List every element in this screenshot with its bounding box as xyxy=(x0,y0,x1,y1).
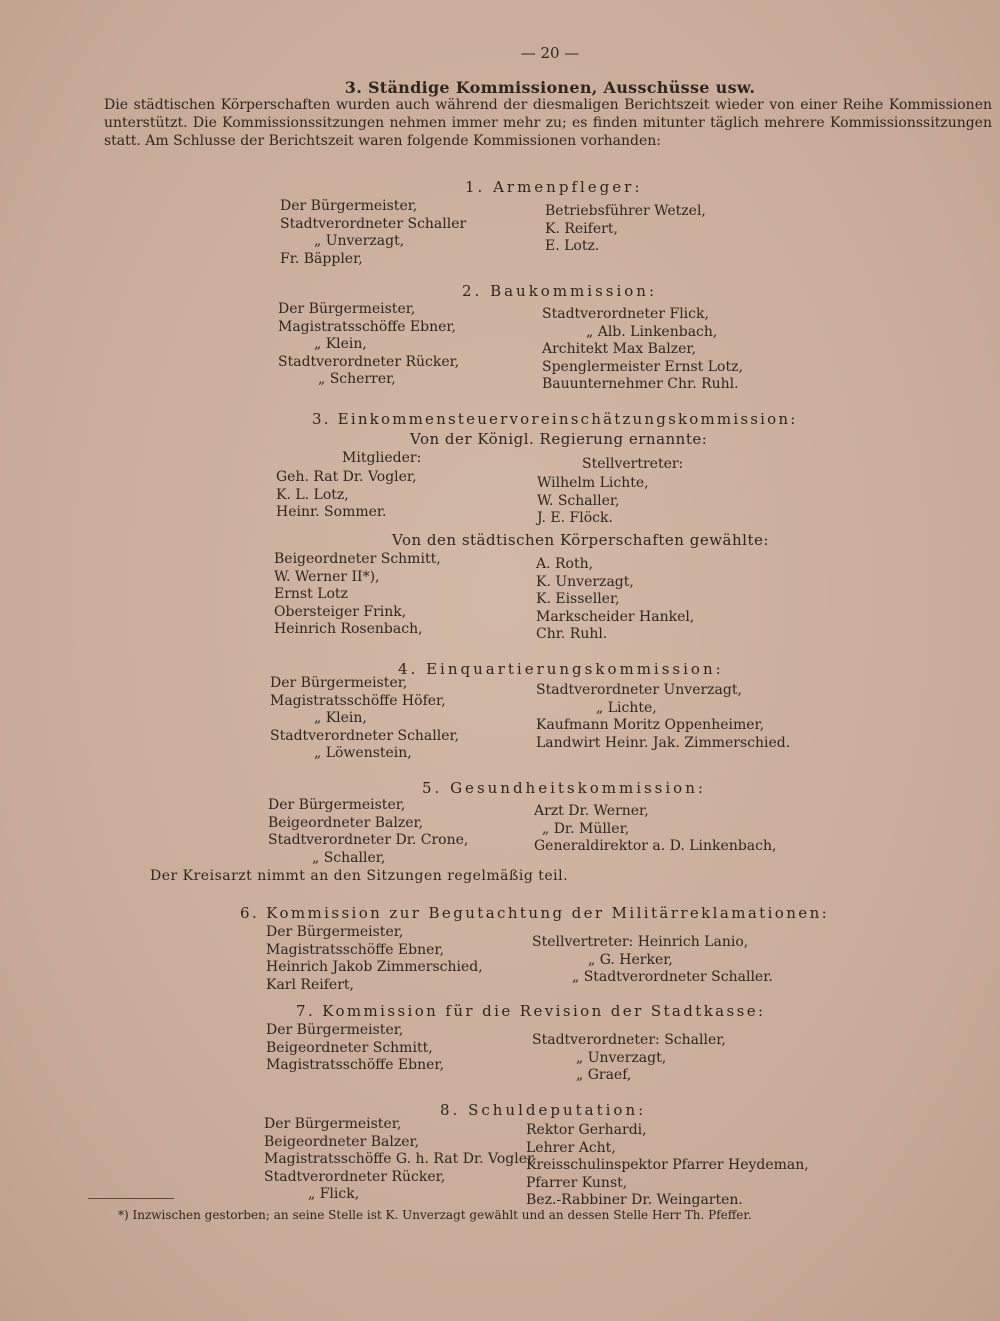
commission-2-right-list xyxy=(542,306,743,394)
list-item: Heinr. Sommer. xyxy=(276,504,387,520)
list-item: Stadtverordneter Rücker, xyxy=(278,353,460,370)
list-item: Stadtverordneter Dr. Crone, xyxy=(268,832,469,848)
footnote: *) Inzwischen gestorben; an seine Stelle ist K. Unverzagt gewählt und an dessen Stelle Herr Th. Pfeffer. xyxy=(118,1208,752,1222)
commission-1-left-list xyxy=(280,198,466,268)
list-item: Chr. Ruhl. xyxy=(536,626,608,642)
commission-5-left-list xyxy=(268,797,468,867)
commission-3-subheading-elected: Von den städtischen Körperschaften gewählte: xyxy=(392,531,769,549)
intro-paragraph: Die städtischen Körperschaften wurden auch während der diesmaligen Berichtszeit wieder von einer Reihe Kommissionen unterstützt. Die Kommissionssitzungen nehmen immer mehr zu; es finden mitunter täglich mehrere Kommissionssitzungen statt. Am Schlusse der Berichtszeit waren folgende Kommissionen vorhanden: xyxy=(104,97,992,149)
list-item: Magistratsschöffe G. h. Rat Dr. Vogler, xyxy=(264,1151,537,1167)
list-item: Architekt Max Balzer, xyxy=(542,341,697,357)
deputies-label: Stellvertreter: xyxy=(582,456,684,472)
list-item: Beigeordneter Balzer, xyxy=(268,814,424,831)
commission-8-title: 8. Schuldeputation: xyxy=(440,1101,647,1119)
commission-4-left-list xyxy=(270,675,459,763)
commission-5-note: Der Kreisarzt nimmt an den Sitzungen regelmäßig teil. xyxy=(150,868,569,884)
list-item: „ Dr. Müller, xyxy=(542,820,630,837)
list-item: Heinrich Jakob Zimmerschied, xyxy=(266,959,483,975)
list-item: Heinrich Rosenbach, xyxy=(274,621,423,637)
list-item: Markscheider Hankel, xyxy=(536,608,695,625)
commission-3-title: 3. Einkommensteuervoreinschätzungskommission: xyxy=(312,410,798,428)
list-item: W. Werner II*), xyxy=(274,568,380,585)
commission-4-right-list xyxy=(536,682,790,752)
list-item: Arzt Dr. Werner, xyxy=(534,803,649,819)
commission-4-title: 4. Einquartierungskommission: xyxy=(398,660,724,678)
list-item: Magistratsschöffe Ebner, xyxy=(266,941,445,958)
list-item: Stellvertreter: Heinrich Lanio, xyxy=(532,934,749,950)
commission-7-left-list xyxy=(266,1022,444,1075)
list-item: „ Scherrer, xyxy=(318,371,396,387)
list-item: Betriebsführer Wetzel, xyxy=(545,203,706,219)
list-item: „ Graef, xyxy=(576,1067,632,1083)
list-item: „ Klein, xyxy=(314,710,367,726)
commission-6-right-list xyxy=(532,934,773,987)
section-heading: 3. Ständige Kommissionen, Ausschüsse usw. xyxy=(344,78,756,97)
commission-3-subheading-appointed: Von der Königl. Regierung ernannte: xyxy=(410,430,708,448)
list-item: Geh. Rat Dr. Vogler, xyxy=(276,469,417,485)
members-label: Mitglieder: xyxy=(342,450,422,466)
list-item: Stadtverordneter: Schaller, xyxy=(532,1032,726,1048)
commission-8-right-list xyxy=(526,1122,809,1210)
commission-6-left-list xyxy=(266,924,483,994)
list-item: Magistratsschöffe Ebner, xyxy=(266,1057,445,1073)
list-item: Generaldirektor a. D. Linkenbach, xyxy=(534,838,777,854)
list-item: Stadtverordneter Flick, xyxy=(542,306,709,322)
list-item: „ Unverzagt, xyxy=(314,233,405,249)
list-item: Der Bürgermeister, xyxy=(264,1116,402,1132)
commission-3-elected-deputies-list xyxy=(536,556,694,644)
commission-3-elected-members-list xyxy=(274,551,441,639)
list-item: Bez.-Rabbiner Dr. Weingarten. xyxy=(526,1192,743,1208)
list-item: „ Schaller, xyxy=(312,849,386,866)
commission-1-right-list xyxy=(545,203,706,256)
list-item: Wilhelm Lichte, xyxy=(537,475,649,491)
list-item: E. Lotz. xyxy=(545,238,600,254)
list-item: Kreisschulinspektor Pfarrer Heydeman, xyxy=(526,1157,809,1173)
commission-3-deputies-list xyxy=(537,475,649,528)
list-item: Spenglermeister Ernst Lotz, xyxy=(542,358,743,375)
list-item: Karl Reifert, xyxy=(266,976,354,993)
list-item: Der Bürgermeister, xyxy=(268,797,406,813)
commission-2-title: 2. Baukommission: xyxy=(462,282,658,300)
list-item: Der Bürgermeister, xyxy=(270,675,408,691)
list-item: „ Alb. Linkenbach, xyxy=(586,323,718,340)
list-item: Stadtverordneter Unverzagt, xyxy=(536,682,742,698)
list-item: K. Unverzagt, xyxy=(536,573,634,590)
list-item: Ernst Lotz xyxy=(274,586,348,602)
list-item: Der Bürgermeister, xyxy=(266,1022,404,1038)
commission-5-title: 5. Gesundheitskommission: xyxy=(422,779,706,797)
list-item: „ Lichte, xyxy=(596,699,657,716)
commission-5-right-list xyxy=(534,803,776,856)
list-item: „ Löwenstein, xyxy=(314,745,412,761)
commission-3-members-list xyxy=(276,469,417,522)
commission-1-title: 1. Armenpfleger: xyxy=(465,178,643,196)
list-item: W. Schaller, xyxy=(537,492,620,509)
list-item: Stadtverordneter Schaller, xyxy=(270,727,460,744)
list-item: A. Roth, xyxy=(536,556,594,572)
list-item: J. E. Flöck. xyxy=(537,510,613,526)
list-item: Bauunternehmer Chr. Ruhl. xyxy=(542,376,739,392)
list-item: Der Bürgermeister, xyxy=(278,301,416,317)
list-item: „ Flick, xyxy=(308,1186,360,1202)
list-item: Lehrer Acht, xyxy=(526,1139,616,1156)
list-item: Pfarrer Kunst, xyxy=(526,1174,628,1191)
commission-7-title: 7. Kommission für die Revision der Stadtkasse: xyxy=(296,1002,766,1020)
list-item: Beigeordneter Schmitt, xyxy=(266,1039,433,1056)
list-item: K. Eisseller, xyxy=(536,591,620,607)
list-item: „ Unverzagt, xyxy=(576,1049,667,1066)
list-item: Kaufmann Moritz Oppenheimer, xyxy=(536,717,765,733)
list-item: „ G. Herker, xyxy=(588,951,673,968)
list-item: Beigeordneter Balzer, xyxy=(264,1133,420,1150)
list-item: Rektor Gerhardi, xyxy=(526,1122,647,1138)
footnote-divider xyxy=(88,1198,174,1199)
list-item: Der Bürgermeister, xyxy=(280,198,418,214)
list-item: Fr. Bäppler, xyxy=(280,250,363,267)
list-item: Der Bürgermeister, xyxy=(266,924,404,940)
list-item: Stadtverordneter Rücker, xyxy=(264,1168,446,1185)
list-item: Beigeordneter Schmitt, xyxy=(274,551,441,567)
list-item: Landwirt Heinr. Jak. Zimmerschied. xyxy=(536,734,791,751)
list-item: K. L. Lotz, xyxy=(276,486,349,503)
page-number: — 20 — xyxy=(520,44,580,62)
commission-2-left-list xyxy=(278,301,459,389)
commission-7-right-list xyxy=(532,1032,726,1085)
list-item: „ Klein, xyxy=(314,336,367,352)
commission-6-title: 6. Kommission zur Begutachtung der Militärreklamationen: xyxy=(240,904,830,922)
commission-8-left-list xyxy=(264,1116,537,1204)
list-item: Stadtverordneter Schaller xyxy=(280,215,467,232)
list-item: Obersteiger Frink, xyxy=(274,603,407,620)
list-item: Magistratsschöffe Ebner, xyxy=(278,318,457,335)
list-item: Magistratsschöffe Höfer, xyxy=(270,692,446,709)
list-item: K. Reifert, xyxy=(545,220,618,237)
list-item: „ Stadtverordneter Schaller. xyxy=(572,969,773,985)
